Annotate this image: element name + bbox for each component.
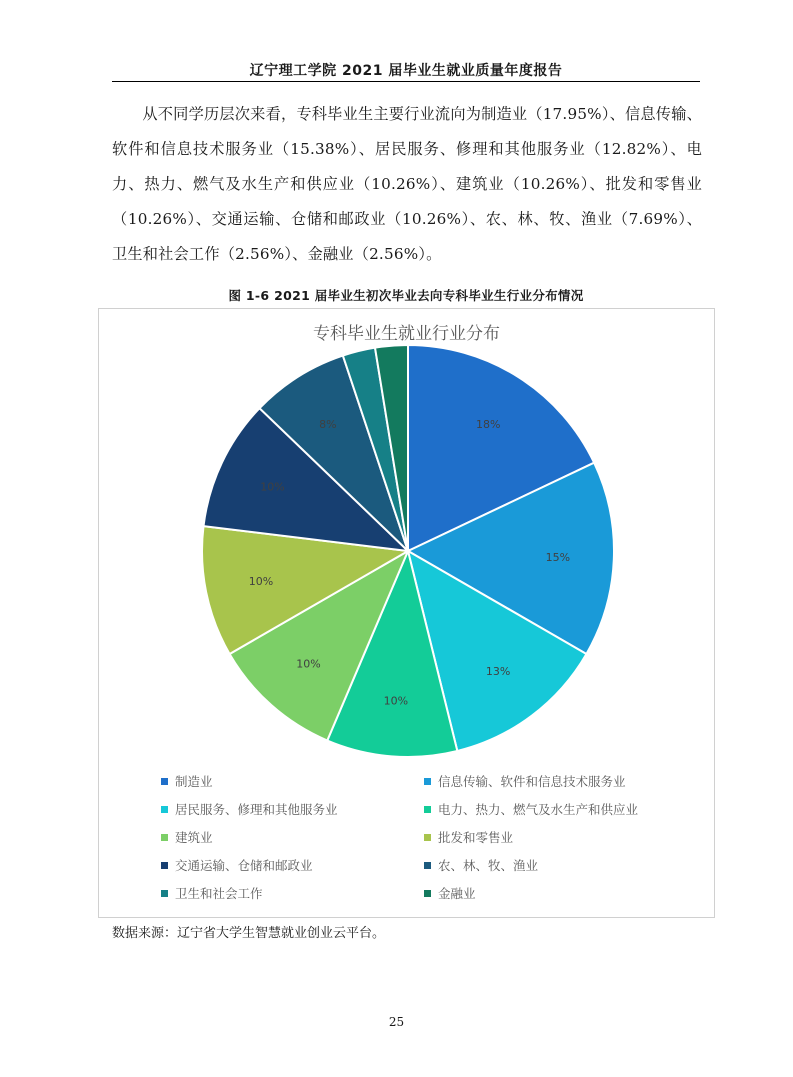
legend-item (424, 800, 638, 818)
legend-label: 交通运输、仓储和邮政业 (175, 858, 313, 873)
pie-data-label: 13% (485, 664, 511, 678)
legend-item (424, 856, 538, 874)
legend-label: 批发和零售业 (438, 830, 514, 845)
figure-source: 数据来源：辽宁省大学生智慧就业创业云平台。 (112, 926, 386, 941)
legend-item (161, 856, 313, 874)
pie-chart (99, 309, 714, 769)
legend-swatch (424, 806, 431, 813)
legend-swatch (161, 778, 168, 785)
legend-swatch (424, 890, 431, 897)
pie-data-label: 15% (545, 551, 571, 564)
legend-swatch (161, 890, 168, 897)
legend-item (424, 828, 513, 846)
legend-label: 制造业 (175, 774, 213, 789)
legend-label: 卫生和社会工作 (175, 886, 263, 901)
legend-label: 金融业 (438, 886, 476, 901)
pie-data-label: 18% (475, 418, 501, 432)
pie-data-label: 10% (260, 480, 285, 494)
pie-data-label: 10% (383, 694, 409, 708)
legend-label: 农、林、牧、渔业 (438, 858, 539, 873)
legend-swatch (424, 834, 431, 841)
legend-item (161, 828, 213, 846)
pie-data-label: 10% (296, 657, 321, 671)
legend-swatch (424, 778, 431, 785)
header-rule (112, 81, 700, 82)
legend-item (161, 800, 338, 818)
page-number: 25 (388, 1015, 405, 1029)
body-paragraph: 从不同学历层次来看，专科毕业生主要行业流向为制造业（17.95%）、信息传输、软件和信息技术服务业（15.38%）、居民服务、修理和其他服务业（12.82%）、电力、热力、燃气及水生产和供应业（10.26%）、建筑业（10.26%）、批发和零售业（10.26%）、交通运输、仓储和邮政业（10.26%）、农、林、牧、渔业（7.69%）、卫生和社会工作（2.56%）、金融业（2.56%）。 (112, 105, 702, 263)
legend-item (424, 772, 626, 790)
legend-swatch (424, 862, 431, 869)
legend-item (424, 884, 476, 902)
legend-swatch (161, 862, 168, 869)
legend-item (161, 884, 263, 902)
legend-label: 信息传输、软件和信息技术服务业 (438, 774, 626, 789)
legend-swatch (161, 806, 168, 813)
legend-label: 居民服务、修理和其他服务业 (175, 802, 338, 817)
legend-label: 建筑业 (175, 830, 213, 845)
pie-data-label: 10% (248, 575, 274, 588)
chart-title: 专科毕业生就业行业分布 (313, 324, 500, 344)
page-header-title: 辽宁理工学院 2021 届毕业生就业质量年度报告 (249, 63, 563, 79)
chart-frame (98, 308, 715, 918)
figure-caption: 图 1-6 2021 届毕业生初次毕业去向专科毕业生行业分布情况 (228, 288, 584, 303)
pie-data-label: 8% (319, 418, 337, 432)
legend-item (161, 772, 213, 790)
legend-swatch (161, 834, 168, 841)
legend-label: 电力、热力、燃气及水生产和供应业 (438, 802, 639, 817)
